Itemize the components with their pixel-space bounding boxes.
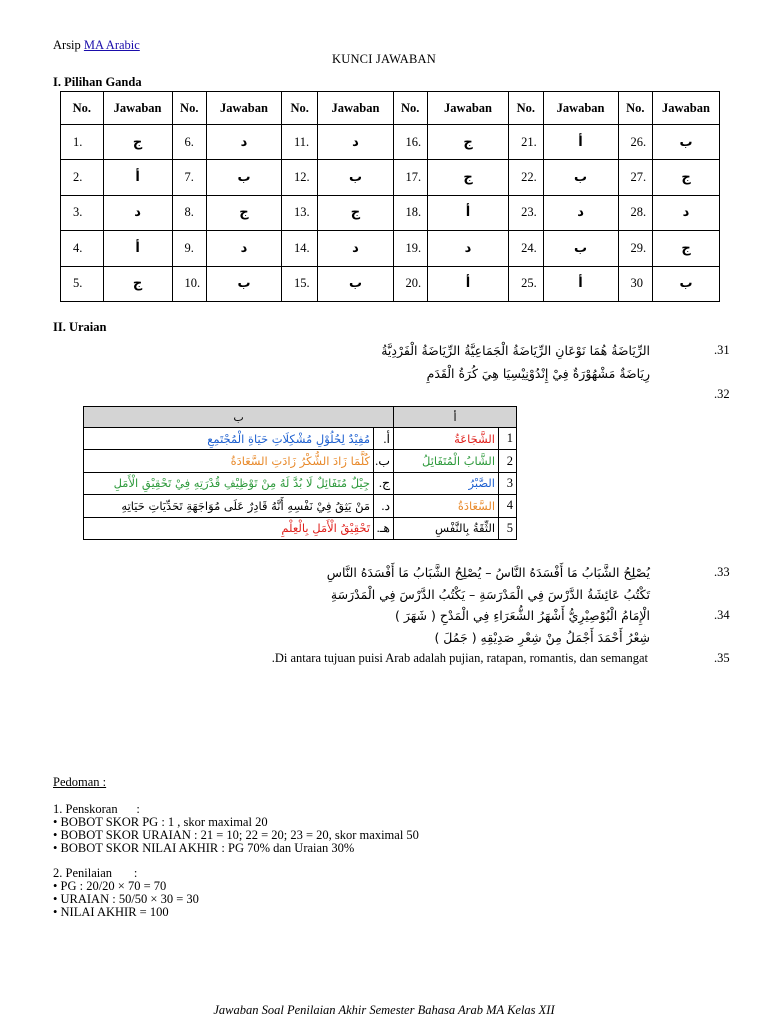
column-b-letter: د. [374,495,394,517]
row-number: 1 [499,428,517,450]
row-number: 5 [499,517,517,539]
table-row [61,231,720,266]
column-a-cell: الشَّابُ الْمُتَفَائِلُ [394,450,499,472]
answer-cell: د [653,195,720,230]
table-row [84,428,517,450]
column-b-cell: كُلَّمَا زَادَ الشُّكْرُ زَادَتِ السَّعَادَةُ [84,450,374,472]
column-b-cell: تَحْقِيْقُ الْأَمَلِ بِالْعِلْمِ [84,517,374,539]
penilaian-item: • NILAI AKHIR = 100 [53,905,169,919]
column-a-header: أ [394,407,517,428]
header-jawaban: Jawaban [653,92,720,125]
answer-cell: ب [653,125,720,160]
answer-cell: ب [543,160,618,195]
question-number: 12. [282,160,318,195]
header-no: No. [61,92,104,125]
page-footer: Jawaban Soal Penilaian Akhir Semester Bahasa Arab MA Kelas XII [213,1003,555,1017]
question-number: 30 [618,266,652,301]
header-jawaban: Jawaban [318,92,393,125]
answer-cell: د [206,231,281,266]
header-jawaban: Jawaban [206,92,281,125]
matching-table [83,406,517,540]
question-number: 28. [618,195,652,230]
question-number-34: .34 [714,608,730,622]
answer-key-table [60,91,720,302]
answer-cell: د [427,231,508,266]
answer-cell: أ [427,195,508,230]
question-number: 16. [393,125,427,160]
ma-arabic-link[interactable]: MA Arabic [83,38,140,52]
question-number: 25. [509,266,543,301]
answer-cell: ب [653,266,720,301]
question-number: 15. [282,266,318,301]
answer-cell: د [318,231,393,266]
question-number-33: .33 [714,565,730,579]
answer-31-line-2: رِيَاضَةٌ مَشْهُوْرَةٌ فِيْ إِنْدُوْنِيْسِيَا هِيَ كُرَةُ الْقَدَمِ [426,366,650,381]
table-row [84,450,517,472]
page-title: KUNCI JAWABAN [331,52,437,66]
answer-cell: د [206,125,281,160]
question-number: 21. [509,125,543,160]
header-jawaban: Jawaban [427,92,508,125]
answer-cell: أ [543,125,618,160]
row-number: 4 [499,495,517,517]
table-row [61,125,720,160]
header-no: No. [172,92,206,125]
column-a-cell: السَّعَادَةُ [394,495,499,517]
question-number: 6. [172,125,206,160]
penilaian-item: • URAIAN : 50/50 × 30 = 30 [53,892,199,906]
column-b-letter: ج. [374,472,394,494]
question-number-31: .31 [714,343,730,357]
row-number: 2 [499,450,517,472]
question-number: 1. [61,125,104,160]
header-no: No. [393,92,427,125]
answer-cell: ج [653,160,720,195]
answer-cell: ب [543,231,618,266]
question-number: 8. [172,195,206,230]
section-pilihan-ganda-title: I. Pilihan Ganda [53,75,142,89]
column-b-cell: مُفِيْدٌ لِحُلُوْلِ مُشْكِلَاتِ حَيَاةِ الْمُجْتَمِعِ [84,428,374,450]
answer-cell: د [543,195,618,230]
question-number: 27. [618,160,652,195]
answer-cell: ب [318,266,393,301]
question-number: 9. [172,231,206,266]
archive-label: Arsip [53,38,81,52]
answer-35-text: .Di antara tujuan puisi Arab adalah pujian, ratapan, romantis, dan semangat [271,651,648,665]
answer-cell: ج [653,231,720,266]
answer-cell: ج [427,160,508,195]
header-no: No. [618,92,652,125]
row-number: 3 [499,472,517,494]
table-row [84,495,517,517]
answer-cell: ج [427,125,508,160]
question-number: 11. [282,125,318,160]
penskoran-item: • BOBOT SKOR PG : 1 , skor maximal 20 [53,815,268,829]
answer-cell: ج [103,266,172,301]
table-row [61,266,720,301]
answer-cell: ج [318,195,393,230]
answer-cell: أ [543,266,618,301]
penskoran-title: 1. Penskoran : [53,802,140,816]
answer-cell: ج [103,125,172,160]
question-number: 22. [509,160,543,195]
question-number: 18. [393,195,427,230]
answer-cell: أ [103,231,172,266]
column-a-cell: الصَّبْرُ [394,472,499,494]
column-b-header: ب [84,407,394,428]
question-number: 13. [282,195,318,230]
question-number: 17. [393,160,427,195]
answer-34-line-1: الْإِمَامُ الْبُوْصِيْرِيُّ أَشْهَرُ الشُّعَرَاءِ فِي الْمَدْحِ ( شَهَرَ ) [395,608,650,623]
question-number-35: .35 [714,651,730,665]
answer-31-line-1: الرِّيَاضَةُ هُمَا نَوْعَانِ الرِّيَاضَةُ الْجَمَاعِيَّةُ الرِّيَاضَةُ الْفَرْدِيَّةُ [381,343,650,358]
answer-cell: د [103,195,172,230]
answer-cell: ب [206,160,281,195]
question-number: 19. [393,231,427,266]
column-b-cell: مَنْ يَثِقُ فِيْ نَفْسِهِ أَنَّهُ قَادِرٌ عَلَى مُوَاجَهَةِ تَحَدِّيَاتِ حَيَاتِهِ [84,495,374,517]
table-row [61,160,720,195]
question-number: 23. [509,195,543,230]
answer-34-line-2: شِعْرُ أَحْمَدَ أَجْمَلُ مِنْ شِعْرِ صَدِيْقِهِ ( جَمُلَ ) [434,630,650,645]
answer-cell: ب [206,266,281,301]
question-number: 7. [172,160,206,195]
answer-key-header-row [61,92,720,125]
column-b-cell: جِيْلٌ مُتَفَائِلٌ لَا بُدَّ لَهُ مِنْ تَوْظِيْفِ قُدْرَتِهِ فِيْ تَحْقِيْقِ الْأَمَلِ [84,472,374,494]
table-row [61,195,720,230]
answer-cell: أ [427,266,508,301]
question-number: 10. [172,266,206,301]
table-row [84,517,517,539]
header-no: No. [282,92,318,125]
question-number: 5. [61,266,104,301]
answer-33-line-2: تَكْتُبُ عَائِشَةُ الدَّرْسَ فِي الْمَدْرَسَةِ – يَكْتُبُ الدَّرْسَ فِي الْمَدْرَسَةِ [330,587,650,602]
matching-header-row [84,407,517,428]
answer-33-line-1: يُصْلِحُ الشَّبَابُ مَا أَفْسَدَهُ النَّاسُ – يُصْلِحُ الشَّبَابُ مَا أَفْسَدَهُ النَّاسِ [326,565,650,580]
penilaian-item: • PG : 20/20 × 70 = 70 [53,879,167,893]
question-number: 4. [61,231,104,266]
penskoran-item: • BOBOT SKOR URAIAN : 21 = 10; 22 = 20; 23 = 20, skor maximal 50 [53,828,419,842]
column-b-letter: أ. [374,428,394,450]
question-number: 3. [61,195,104,230]
answer-cell: ب [318,160,393,195]
table-row [84,472,517,494]
question-number: 20. [393,266,427,301]
answer-cell: د [318,125,393,160]
archive-line [53,38,140,53]
answer-cell: أ [103,160,172,195]
column-b-letter: ب. [374,450,394,472]
column-a-cell: الشَّجَاعَةُ [394,428,499,450]
header-no: No. [509,92,543,125]
question-number: 24. [509,231,543,266]
column-a-cell: الثِّقَةُ بِالنَّفْسِ [394,517,499,539]
header-jawaban: Jawaban [103,92,172,125]
question-number: 2. [61,160,104,195]
section-uraian-title: II. Uraian [53,320,107,334]
question-number-32: .32 [714,387,730,401]
answer-cell: ج [206,195,281,230]
question-number: 26. [618,125,652,160]
pedoman-title: Pedoman : [53,775,107,789]
question-number: 14. [282,231,318,266]
header-jawaban: Jawaban [543,92,618,125]
penskoran-item: • BOBOT SKOR NILAI AKHIR : PG 70% dan Uraian 30% [53,841,355,855]
question-number: 29. [618,231,652,266]
penilaian-title: 2. Penilaian : [53,866,138,880]
column-b-letter: هـ. [374,517,394,539]
